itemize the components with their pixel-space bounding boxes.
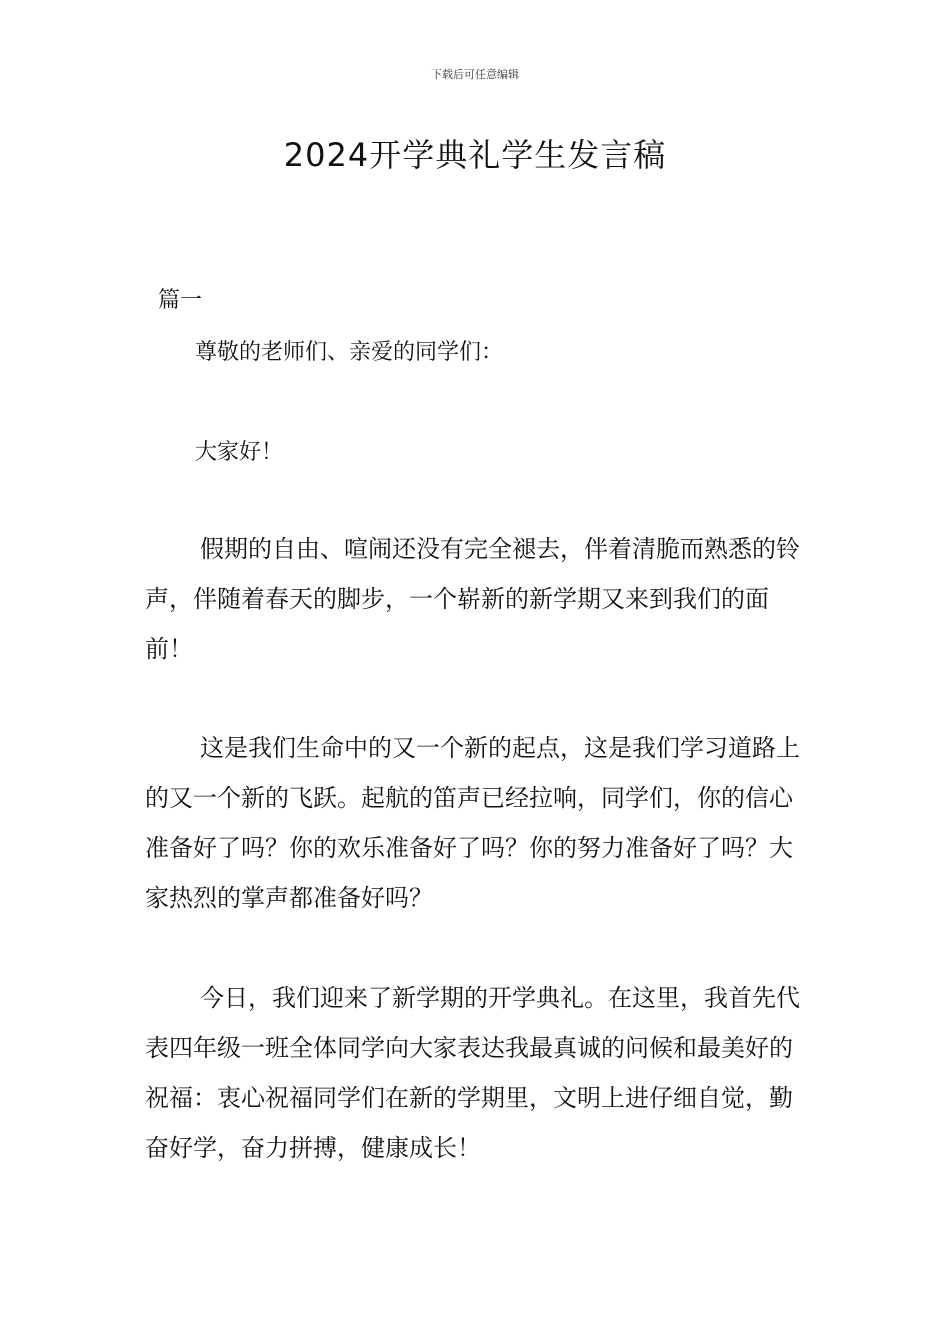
paragraph: 假期的自由、喧闹还没有完全褪去，伴着清脆而熟悉的铃声，伴随着春天的脚步，一个崭新的新学期又来到我们的面前！ <box>145 535 800 663</box>
salutation: 尊敬的老师们、亲爱的同学们： <box>195 340 504 365</box>
section-label: 篇一 <box>158 288 203 313</box>
greeting: 大家好！ <box>195 440 284 465</box>
paragraph: 这是我们生命中的又一个新的起点，这是我们学习道路上的又一个新的飞跃。起航的笛声已经拉响，同学们，你的信心准备好了吗？你的欢乐准备好了吗？你的努力准备好了吗？大家热烈的掌声都准备好吗？ <box>145 734 800 912</box>
paragraph: 今日，我们迎来了新学期的开学典礼。在这里，我首先代表四年级一班全体同学向大家表达我最真诚的问候和最美好的祝福：衷心祝福同学们在新的学期里，文明上进仔细自觉，勤奋好学，奋力拼搏，健康成长！ <box>145 984 800 1162</box>
header-note: 下载后可任意编辑 <box>431 68 519 81</box>
document-title: 2024开学典礼学生发言稿 <box>283 136 667 174</box>
